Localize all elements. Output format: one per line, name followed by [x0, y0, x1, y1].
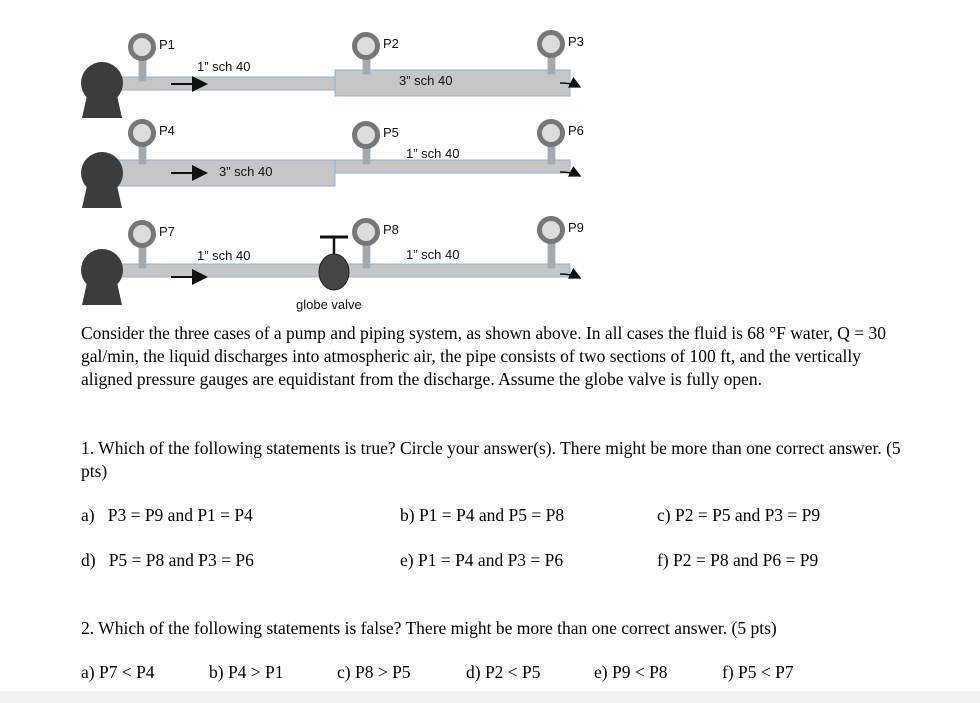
pressure-gauge-icon [355, 35, 378, 58]
pipe-size-label: 1” sch 40 [197, 248, 251, 263]
q1-option-d[interactable]: d) P5 = P8 and P3 = P6 [81, 550, 254, 570]
q1-option-e[interactable]: e) P1 = P4 and P3 = P6 [400, 550, 564, 570]
pressure-gauge-icon [540, 33, 563, 56]
q1-option-a[interactable]: a) P3 = P9 and P1 = P4 [81, 505, 253, 525]
gauge-label: P3 [568, 34, 584, 49]
pressure-gauge-icon [540, 122, 563, 145]
q2-option-c[interactable]: c) P8 > P5 [337, 662, 411, 682]
pump-icon [81, 152, 123, 194]
pressure-gauge-icon [131, 223, 154, 246]
gauge-label: P2 [383, 36, 399, 51]
q1-option-c[interactable]: c) P2 = P5 and P3 = P9 [657, 505, 821, 525]
page-footer-bar [0, 691, 980, 703]
gauge-label: P5 [383, 125, 399, 140]
q2-option-d[interactable]: d) P2 < P5 [466, 662, 541, 682]
piping-diagram [0, 0, 980, 330]
q2-option-f[interactable]: f) P5 < P7 [722, 662, 794, 682]
pipe-system-case-2 [81, 122, 584, 209]
globe-valve-label: globe valve [296, 297, 362, 312]
pressure-gauge-icon [355, 221, 378, 244]
discharge-arrow-icon [560, 172, 580, 176]
q1-option-b[interactable]: b) P1 = P4 and P5 = P8 [400, 505, 565, 525]
question-2: 2. Which of the following statements is false? There might be more than one correct answer. (5 pts) [81, 618, 777, 638]
gauge-label: P1 [159, 37, 175, 52]
pump-icon [81, 249, 123, 291]
pump-icon [81, 62, 123, 104]
pipe-size-label: 1” sch 40 [197, 59, 251, 74]
gauge-label: P7 [159, 224, 175, 239]
gauge-label: P4 [159, 123, 175, 138]
gauge-label: P6 [568, 123, 584, 138]
pipe-section-1 [118, 264, 335, 277]
q2-option-a[interactable]: a) P7 < P4 [81, 662, 155, 682]
pipe-section-1 [118, 77, 335, 90]
globe-valve-icon [319, 237, 349, 290]
pipe-size-label: 3” sch 40 [219, 164, 273, 179]
pipe-size-label: 1” sch 40 [406, 146, 460, 161]
problem-intro: Consider the three cases of a pump and piping system, as shown above. In all cases the fluid is 68 °F water, Q = 30 gal/min, the liquid discharges into atmospheric air, the pipe consists of two sections of 100 ft, and the vertically aligned pressure gauges are equidistant from the discharge. Assume the globe valve is fully open. [81, 323, 886, 389]
gauge-stem [548, 240, 555, 268]
pressure-gauge-icon [131, 36, 154, 59]
pressure-gauge-icon [355, 124, 378, 147]
q2-option-b[interactable]: b) P4 > P1 [209, 662, 284, 682]
q1-option-f[interactable]: f) P2 = P8 and P6 = P9 [657, 550, 819, 570]
question-1: 1. Which of the following statements is true? Circle your answer(s). There might be more than one correct answer. (5 pts) [81, 438, 901, 481]
pressure-gauge-icon [540, 219, 563, 242]
pipe-size-label: 3” sch 40 [399, 73, 453, 88]
q2-option-e[interactable]: e) P9 < P8 [594, 662, 668, 682]
pressure-gauge-icon [131, 122, 154, 145]
pipe-size-label: 1” sch 40 [406, 247, 460, 262]
gauge-label: P8 [383, 222, 399, 237]
pipe-system-case-3 [81, 219, 584, 306]
pipe-system-case-1 [81, 33, 584, 119]
gauge-label: P9 [568, 220, 584, 235]
